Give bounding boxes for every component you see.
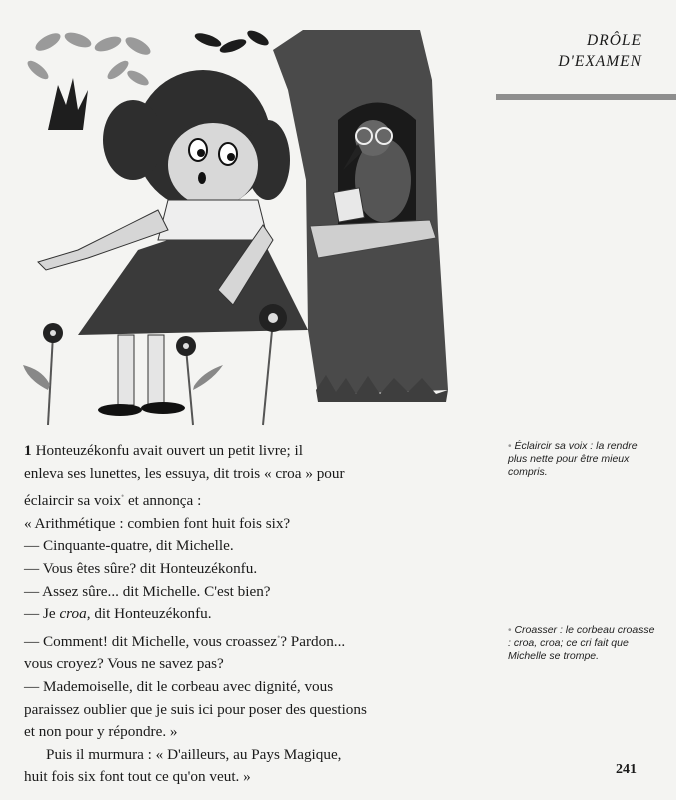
note-bullet-icon: • <box>508 625 512 636</box>
text-line-5: — Cinquante-quatre, dit Michelle. <box>24 537 234 555</box>
text-line-4: « Arithmétique : combien font huit fois six? <box>24 514 291 532</box>
text-line-2: enleva ses lunettes, les essuya, dit trois « croa » pour <box>24 464 345 482</box>
text-line-11: — Mademoiselle, dit le corbeau avec dignité, vous <box>24 678 334 696</box>
text-line-7: — Assez sûre... dit Michelle. C'est bien? <box>24 582 271 600</box>
text-line-13: et non pour y répondre. » <box>24 723 178 741</box>
section-rule <box>496 94 676 100</box>
text-line-15: huit fois six font tout ce qu'on veut. » <box>24 768 251 786</box>
side-note-eclaircir: • Éclaircir sa voix : la rendre plus nette pour être mieux compris. <box>508 440 638 478</box>
text-line-10: vous croyez? Vous ne savez pas? <box>24 655 224 673</box>
paragraph-number: 1 <box>24 442 32 459</box>
text-line-6: — Vous êtes sûre? dit Honteuzékonfu. <box>24 560 258 578</box>
tree-stump <box>48 78 88 130</box>
note-marker-2: • <box>277 631 281 642</box>
note-marker-1: • <box>120 491 125 502</box>
text-line-14: Puis il murmura : « D'ailleurs, au Pays Magique, <box>46 745 342 763</box>
section-title-line1: DRÔLE <box>587 32 642 49</box>
girl-and-crow-illustration <box>18 30 456 430</box>
text-line-8: — Je croa, dit Honteuzékonfu. <box>24 605 212 623</box>
section-title <box>502 30 642 72</box>
section-title-line2: D'EXAMEN <box>558 53 642 70</box>
note-bullet-icon: • <box>508 441 512 452</box>
side-note-croasser: • Croasser : le corbeau croasse : croa, croa; ce cri fait que Michelle se trompe. <box>508 624 655 662</box>
text-line-12: paraissez oublier que je suis ici pour poser des questions <box>24 700 367 718</box>
page-number: 241 <box>616 762 637 777</box>
foliage-left <box>25 30 153 88</box>
text-line-1: 1 Honteuzékonfu avait ouvert un petit livre; il <box>24 442 303 459</box>
text-line-3: éclaircir sa voix• et annonça : <box>24 491 202 510</box>
illustration-svg <box>18 30 456 430</box>
story-text <box>24 440 462 789</box>
text-line-9: — Comment! dit Michelle, vous croassez•? Pardon... <box>24 631 346 650</box>
